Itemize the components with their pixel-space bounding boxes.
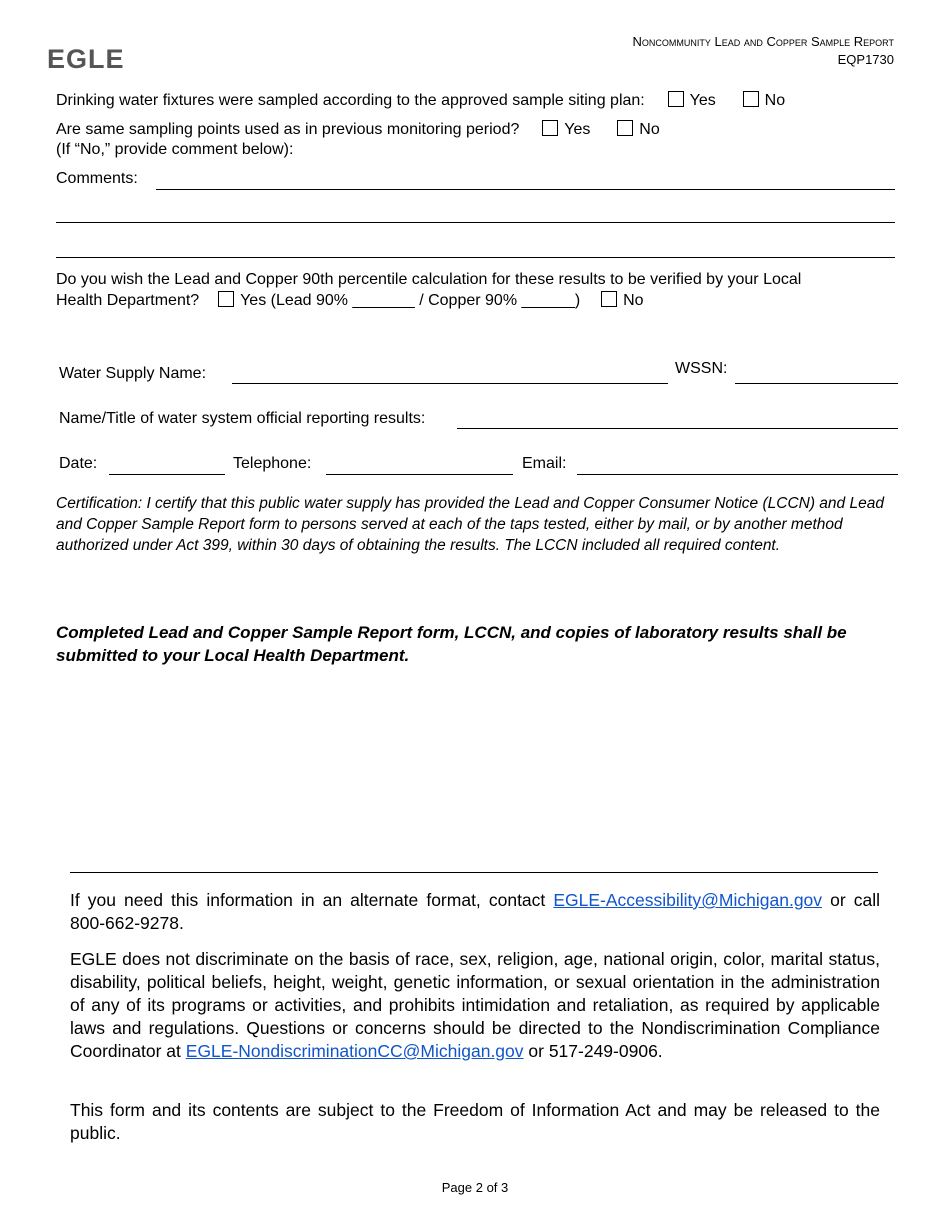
- nondiscrimination-email-link[interactable]: EGLE-NondiscriminationCC@Michigan.gov: [185, 1041, 524, 1061]
- same-points-yes-checkbox[interactable]: [542, 120, 558, 136]
- fixtures-question-text: Drinking water fixtures were sampled according to the approved sample siting plan:: [56, 92, 645, 109]
- comments-line-2[interactable]: [56, 222, 895, 223]
- verify-yes-checkbox[interactable]: [218, 291, 234, 307]
- wssn-label: WSSN:: [675, 360, 728, 377]
- comments-label: Comments:: [56, 170, 138, 187]
- email-field[interactable]: [577, 474, 898, 475]
- telephone-label: Telephone:: [233, 455, 312, 472]
- same-points-note: (If “No,” provide comment below):: [56, 141, 294, 158]
- wssn-field[interactable]: [735, 383, 898, 384]
- verify-no-label: No: [623, 292, 644, 309]
- egle-logo: [47, 44, 127, 72]
- comments-line-3[interactable]: [56, 257, 895, 258]
- fixtures-yes-checkbox[interactable]: [668, 91, 684, 107]
- certification-text: Certification: I certify that this public water supply has provided the Lead and Copper Consumer Notice (LCCN) and Lead and Copper Sample Report form to persons served at each of the taps tested, either by mail, or by another method authorized under Act 399, within 30 days of obtaining the results. The LCCN included all required content.: [56, 495, 884, 554]
- verify-question-line1: Do you wish the Lead and Copper 90th percentile calculation for these results to be verified by your Local: [56, 271, 802, 288]
- verify-question-prefix: Health Department?: [56, 292, 200, 309]
- nondiscrimination-text-after: or 517-249-0906.: [523, 1041, 663, 1061]
- same-points-no-label: No: [639, 121, 660, 138]
- nondiscrimination-text-before: EGLE does not discriminate on the basis of race, sex, religion, age, national origin, color, marital status, disability, political beliefs, height, weight, genetic information, or sexual orientation in the administration of any of its programs or activities, and prohibits intimidation and retaliation, as required by applicable laws and regulations. Questions or concerns should be directed to the Nondiscrimination Compliance Coordinator at: [70, 949, 880, 1061]
- fixtures-yes-label: Yes: [689, 92, 716, 109]
- footer-divider: [70, 872, 878, 873]
- comments-line-1[interactable]: [156, 189, 895, 190]
- same-points-question-text: Are same sampling points used as in previous monitoring period?: [56, 121, 520, 138]
- water-supply-name-field[interactable]: [232, 383, 668, 384]
- fixtures-no-checkbox[interactable]: [743, 91, 759, 107]
- form-code: EQP1730: [837, 52, 894, 67]
- form-title: Noncommunity Lead and Copper Sample Report: [632, 34, 894, 49]
- verify-yes-label: Yes (Lead 90% _______ / Copper 90% ______): [240, 292, 581, 309]
- logo-text: EGLE: [47, 44, 125, 72]
- same-points-question: [56, 120, 660, 140]
- accessibility-text-before: If you need this information in an alternate format, contact: [70, 890, 554, 910]
- accessibility-email-link[interactable]: EGLE-Accessibility@Michigan.gov: [553, 890, 823, 910]
- verify-no-checkbox[interactable]: [601, 291, 617, 307]
- accessibility-text-after: or call 800-662-9278.: [70, 890, 880, 933]
- page-number: Page 2 of 3: [441, 1180, 509, 1195]
- email-label: Email:: [522, 455, 567, 472]
- fixtures-no-label: No: [764, 92, 786, 109]
- date-field[interactable]: [109, 474, 225, 475]
- verify-question-line2: [56, 291, 644, 311]
- official-label: Name/Title of water system official reporting results:: [59, 410, 426, 427]
- telephone-field[interactable]: [326, 474, 513, 475]
- water-supply-name-label: Water Supply Name:: [59, 365, 207, 382]
- submission-note: Completed Lead and Copper Sample Report form, LCCN, and copies of laboratory results shall be submitted to your Local Health Department.: [56, 623, 847, 665]
- same-points-no-checkbox[interactable]: [617, 120, 633, 136]
- date-label: Date:: [59, 455, 98, 472]
- footer-nondiscrimination-paragraph: [70, 948, 880, 1063]
- fixtures-question: [56, 91, 785, 111]
- footer-foia-paragraph: This form and its contents are subject to the Freedom of Information Act and may be released to the public.: [70, 1100, 880, 1143]
- official-field[interactable]: [457, 428, 898, 429]
- footer-accessibility-paragraph: [70, 889, 880, 935]
- same-points-yes-label: Yes: [564, 121, 591, 138]
